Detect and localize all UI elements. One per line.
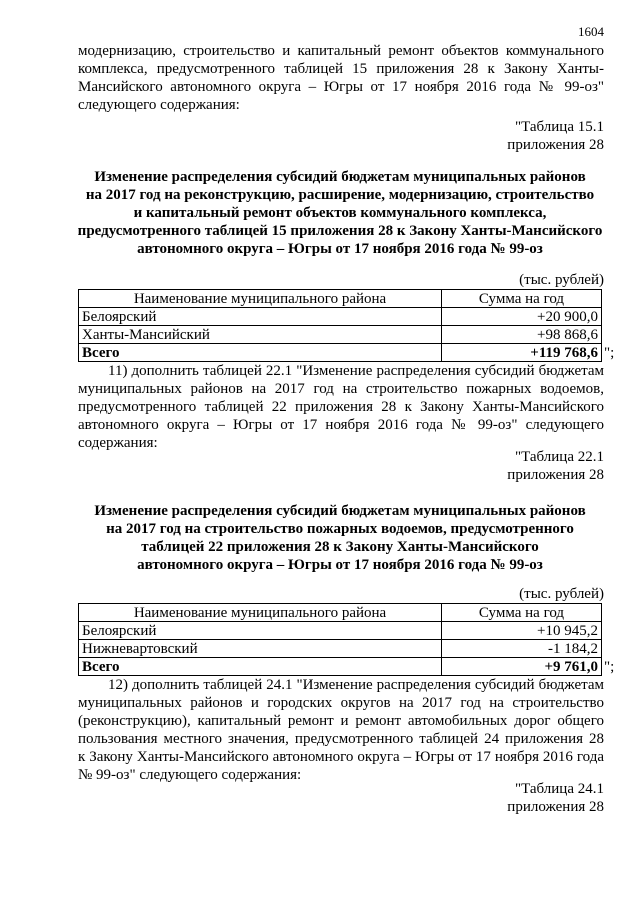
closing-quote: "; [604,659,615,675]
title-line: автономного округа – Югры от 17 ноября 2016 года № 99-оз [137,557,543,573]
title-line: на 2017 год на реконструкцию, расширение, модернизацию, строительство [85,187,595,203]
table-24-1-label [507,780,604,816]
table-15-1-title [60,168,620,258]
paragraph-line: 12) дополнить таблицей 24.1 "Изменение распределения субсидий бюджетам [108,677,604,693]
paragraph-line: содержания: [78,435,158,451]
total-label: Всего [79,658,442,676]
column-header-sum: Сумма на год [442,290,602,308]
closing-quote: "; [604,345,615,361]
district-name: Белоярский [79,308,442,326]
title-line: на 2017 год на строительство пожарных водоемов, предусмотренного [106,521,574,537]
title-line: и капитальный ремонт объектов коммунального комплекса, [133,205,547,221]
paragraph-line: муниципальных районов и городских округов на 2017 год на строительство [78,695,604,711]
district-sum: +98 868,6 [442,326,602,344]
table-22-1-label [507,448,604,484]
title-line: Изменение распределения субсидий бюджетам муниципальных районов [94,169,586,185]
unit-label: (тыс. рублей) [519,586,604,602]
table-22-1 [78,603,602,676]
paragraph-11 [78,362,604,452]
table-15-1-label [507,118,604,154]
table-15-1 [78,289,602,362]
paragraph-line: пользования местного значения, предусмотренного таблицей 24 приложения 28 [78,731,604,747]
district-name: Ханты-Мансийский [79,326,442,344]
page-number: 1604 [578,24,604,39]
title-line: автономного округа – Югры от 17 ноября 2016 года № 99-оз [137,241,543,257]
total-sum: +119 768,6 [442,344,602,362]
intro-line: комплекса, предусмотренного таблицей 15 приложения 28 к Закону Ханты- [78,61,604,77]
table-label-line: "Таблица 22.1 [514,449,604,465]
table-label-line: "Таблица 24.1 [514,781,604,797]
intro-line: модернизацию, строительство и капитальный ремонт объектов коммунального [78,43,604,59]
paragraph-line: к Закону Ханты-Мансийского автономного округа – Югры от 17 ноября 2016 года [78,749,604,765]
table-total-row [79,658,602,676]
total-label: Всего [79,344,442,362]
table-22-1-title [60,502,620,574]
intro-line: Мансийского автономного округа – Югры от 17 ноября 2016 года № 99-оз" [78,79,604,95]
paragraph-12 [78,676,604,784]
intro-paragraph [78,42,604,114]
table-label-line: приложения 28 [507,467,604,483]
district-sum: -1 184,2 [442,640,602,658]
column-header-name: Наименование муниципального района [79,604,442,622]
title-line: таблицей 22 приложения 28 к Закону Ханты-Мансийского [141,539,539,555]
table-label-line: приложения 28 [507,799,604,815]
paragraph-line: № 99-оз" следующего содержания: [78,767,302,783]
table-row [79,308,602,326]
paragraph-line: предусмотренного таблицей 22 приложения 28 к Закону Ханты-Мансийского [78,399,604,415]
title-line: предусмотренного таблицей 15 приложения 28 к Закону Ханты-Мансийского [77,223,603,239]
unit-label: (тыс. рублей) [519,272,604,288]
table-row [79,640,602,658]
paragraph-line: (реконструкцию), капитальный ремонт и ремонт автомобильных дорог общего [78,713,604,729]
district-name: Нижневартовский [79,640,442,658]
table-row [79,622,602,640]
table-row [79,326,602,344]
paragraph-line: 11) дополнить таблицей 22.1 "Изменение распределения субсидий бюджетам [108,363,604,379]
table-total-row [79,344,602,362]
paragraph-line: автономного округа – Югры от 17 ноября 2016 года № 99-оз" следующего [78,417,604,433]
column-header-sum: Сумма на год [442,604,602,622]
table-label-line: приложения 28 [507,137,604,153]
district-name: Белоярский [79,622,442,640]
district-sum: +20 900,0 [442,308,602,326]
total-sum: +9 761,0 [442,658,602,676]
column-header-name: Наименование муниципального района [79,290,442,308]
title-line: Изменение распределения субсидий бюджетам муниципальных районов [94,503,586,519]
paragraph-line: муниципальных районов на 2017 год на строительство пожарных водоемов, [78,381,604,397]
table-header-row [79,290,602,308]
table-header-row [79,604,602,622]
district-sum: +10 945,2 [442,622,602,640]
table-label-line: "Таблица 15.1 [514,119,604,135]
intro-line: следующего содержания: [78,97,240,113]
